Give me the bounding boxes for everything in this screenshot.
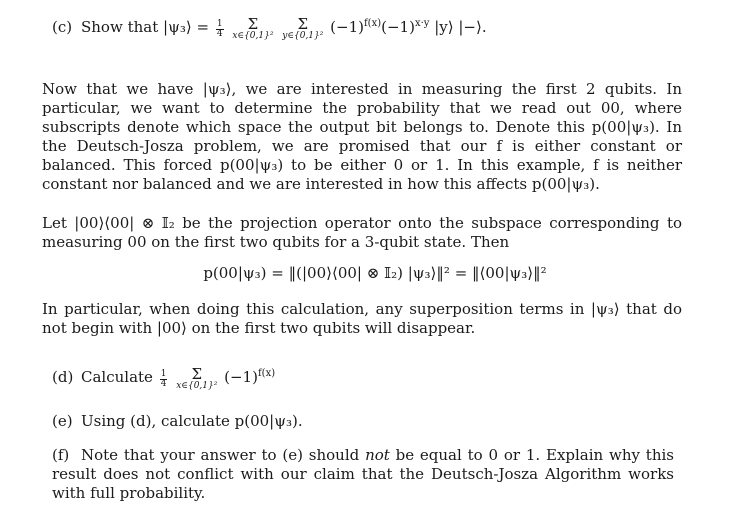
part-c-fraction: $\frac{1}{4}$ <box>216 19 223 39</box>
part-e-text: Using (d), calculate p(00|ψ₃). <box>81 412 303 430</box>
part-f-emphasis: not <box>365 446 390 464</box>
part-e-question <box>52 412 672 431</box>
part-f-text-before: Note that your answer to (e) should <box>81 446 360 464</box>
part-f-text-after: be equal to 0 or 1. Explain why this result does not conflict with our claim that the Deutsch-Josza Algorithm works with full probability. <box>52 446 674 502</box>
part-f-question <box>52 446 674 503</box>
part-c-ket: |y⟩ |−⟩. <box>434 18 487 36</box>
part-c-lead: Show that <box>81 18 159 36</box>
part-c-term2: $(-1)^{x\cdot y}$ <box>381 18 430 36</box>
part-d-fraction: $\frac{1}{4}$ <box>160 369 167 389</box>
part-c-question <box>52 15 672 41</box>
part-d-term: $(-1)^{f(x)}$ <box>224 368 276 386</box>
part-d-lead: Calculate <box>81 368 153 386</box>
paragraph-projection: Let |00⟩⟨00| ⊗ 𝕀₂ be the projection operator onto the subspace corresponding to measuring 00 on the first two qubits for a 3-qubit state. Then <box>42 214 682 251</box>
part-c-label: (c) <box>52 18 73 36</box>
part-f-label: (f) <box>52 446 70 464</box>
part-c-sum-x: Σ x∈{0,1}² <box>232 15 274 41</box>
part-d-sum: Σ x∈{0,1}² <box>176 365 218 391</box>
part-d-label: (d) <box>52 368 74 386</box>
part-e-label: (e) <box>52 412 73 430</box>
part-c-term1: $(-1)^{f(x)}$ <box>330 18 382 36</box>
part-c-sum-y: Σ y∈{0,1}² <box>282 15 324 41</box>
paragraph-measurement: Now that we have |ψ₃⟩, we are interested in measuring the first 2 qubits. In particular, we want to determine the probability that we read out 00, where subscripts denote which space the output bit belongs to. Denote this p(00|ψ₃). In the Deutsch-Josza problem, we are promised that our f is either constant or balanced. This forced p(00|ψ₃) to be either 0 or 1. In this example, f is neither constant nor balanced and we are interested in how this affects p(00|ψ₃). <box>42 80 682 193</box>
part-c-lhs: |ψ₃⟩ = <box>163 18 210 36</box>
part-d-question <box>52 365 672 391</box>
probability-equation: p(00|ψ₃) = ‖(|00⟩⟨00| ⊗ 𝕀₂) |ψ₃⟩‖² = ‖⟨00|ψ₃⟩‖² <box>203 264 547 282</box>
paragraph-superposition: In particular, when doing this calculation, any superposition terms in |ψ₃⟩ that do not begin with |00⟩ on the first two qubits will disappear. <box>42 300 682 337</box>
